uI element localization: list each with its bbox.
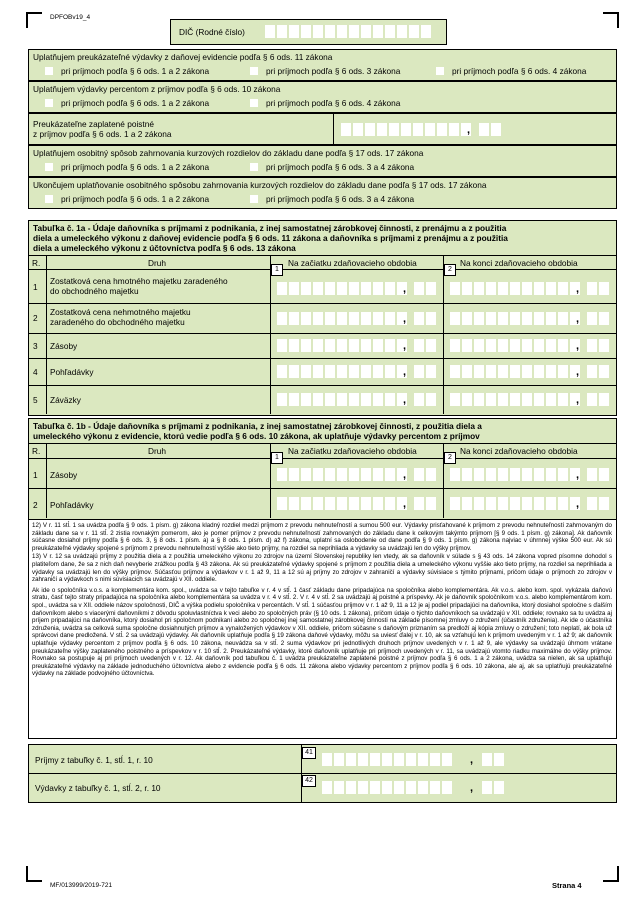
row41-num: 41 xyxy=(302,747,316,759)
col2-header: Na konci zdaňovacieho obdobia xyxy=(460,446,578,456)
row-num: 5 xyxy=(33,395,38,405)
row5-col1-input[interactable] xyxy=(277,393,407,406)
row41-label: Príjmy z tabuľky č. 1, stĺ. 1, r. 10 xyxy=(35,755,153,765)
decimal-comma: , xyxy=(403,340,407,352)
row2-col1-cents[interactable] xyxy=(414,312,436,325)
col-druh: Druh xyxy=(148,446,166,456)
option-label: pri príjmoch podľa § 6 ods. 3 zákona xyxy=(266,66,401,76)
checkbox-ukonc-1[interactable] xyxy=(45,195,53,203)
section-title: Uplatňujem osobitný spôsob zahrnovania kurzových rozdielov do základu dane podľa § 17 ods. 17 zákona xyxy=(33,148,424,158)
table-1a-title-3: diela a umeleckého výkonu z účtovníctva podľa § 6 ods. 13 zákona xyxy=(33,243,296,253)
decimal-comma: , xyxy=(467,124,471,136)
row-num: 1 xyxy=(33,470,38,480)
row-label: Zostatková cena hmotného majetku zaradeného xyxy=(50,276,228,286)
table-1b-title-2: umeleckého výkonu z evidencie, ktorú vedie podľa § 6 ods. 10 zákona, ak uplatňuje výdavky percentom z príjmov xyxy=(33,431,480,441)
col1-header: Na začiatku zdaňovacieho obdobia xyxy=(288,446,417,456)
rule xyxy=(28,303,616,304)
decimal-comma: , xyxy=(576,340,580,352)
note-12: 12) V r. 11 stĺ. 1 sa uvádza podľa § 9 ods. 1 písm. g) zákona kladný rozdiel medzi príjmom z prevodu nehnuteľností a sumou 500 eur. Výdavky prisťahované k príjmom z prevodu nehnuteľností zahrnovaným do základu dane sa v r. 11 stĺ. 2 zistia rovnakým pomerom, ako je pomer príjmov z prevodu nehnuteľností zahrnovaných do základu dane k celkovým takýmto príjmom [§ 9 ods. 1 písm. g) zákona]. Ak daňovník súčasne dosiahol príjmy podľa § 6 ods. 3, § 8 ods. 1 písm. a) a § 8 ods. 1 písm. d) až f) zákona, uplatní sa oslobodenie od dane podľa § 9 ods. 1 písm. g) zákona najviac v úhrnnej výške 500 eur. Ak sú preukázateľné výdavky spojené s príjmom z prevodu nehnuteľností vyššie ako tieto príjmy, na rozdiel sa neprihliada a výdavky sa uvádzajú len do výšky príjmov. xyxy=(32,522,612,552)
section-poistne xyxy=(28,113,617,145)
row4-col1-cents[interactable] xyxy=(414,365,436,378)
row42-num: 42 xyxy=(302,775,316,787)
footer-page: Strana 4 xyxy=(552,881,582,890)
row-label: do obchodného majetku xyxy=(50,286,139,296)
row42-label: Výdavky z tabuľky č. 1, stĺ. 2, r. 10 xyxy=(35,783,161,793)
col-r: R. xyxy=(32,446,41,456)
row2-col2-cents[interactable] xyxy=(587,312,609,325)
row-label: zaradeného do obchodného majetku xyxy=(50,317,185,327)
rule xyxy=(28,358,616,359)
checkbox-perc-2[interactable] xyxy=(250,99,258,107)
checkbox-preuk-3[interactable] xyxy=(436,67,444,75)
rule xyxy=(28,255,616,256)
t1b-row2-col2-cents[interactable] xyxy=(587,497,609,510)
decimal-comma: , xyxy=(470,782,474,794)
option-label: pri príjmoch podľa § 6 ods. 1 a 2 zákona xyxy=(61,194,210,204)
row4-col1-input[interactable] xyxy=(277,365,407,378)
decimal-comma: , xyxy=(403,498,407,510)
t1b-row1-col2-input[interactable] xyxy=(450,468,580,481)
section-ukoncujem-kurzove xyxy=(28,177,617,209)
row-num: 2 xyxy=(33,313,38,323)
checkbox-perc-1[interactable] xyxy=(45,99,53,107)
row-label: Zostatková cena nehmotného majetku xyxy=(50,307,191,317)
row1-col1-cents[interactable] xyxy=(414,282,436,295)
decimal-comma: , xyxy=(403,394,407,406)
section-title: Uplatňujem výdavky percentom z príjmov podľa § 6 ods. 10 zákona xyxy=(33,84,281,94)
row-num: 1 xyxy=(33,282,38,292)
t1b-row1-col1-cents[interactable] xyxy=(414,468,436,481)
row-label: Záväzky xyxy=(50,395,81,405)
col2-num: 2 xyxy=(444,264,456,276)
corner-mark-tl xyxy=(26,12,42,28)
col1-num: 1 xyxy=(271,452,283,464)
decimal-comma: , xyxy=(576,394,580,406)
option-label: pri príjmoch podľa § 6 ods. 3 a 4 zákona xyxy=(266,194,415,204)
divider xyxy=(333,114,334,144)
row-label: Zásoby xyxy=(50,341,78,351)
dic-label: DIČ (Rodné číslo) xyxy=(179,27,245,37)
note-spolocnik: Ak ide o spoločníka v.o.s. a komplementára kom. spol., uvádza sa v tejto tabuľke v r. 4 v stĺ. 1 časť základu dane pripadajúca na spoločníka alebo komplementára. Ak v.o.s. alebo kom. spol. vykázala daňovú stratu, časť tejto straty pripadajúca na spoločníka alebo komplementára sa uvádza v r. 4 v stĺ. 2. V r. 4 v stĺ. 2 sa uvádzajú aj poistné a príspevky. Ak je daňovník spoločníkom v.o.s. alebo komplementárom kom. spol., uvádza sa v XII. oddiele názov spoločnosti, DIČ a výška podielu spoločníka v percentách. V stĺ. 1 súčasťou príjmov v r. 1 až 9, 11 a 12 je aj podiel pripadajúci na daňovníka, ktorý dosiahol spoločne s ďalším daňovníkom alebo s viacerými daňovníkmi z dôvodu spoluvlastníctva k veci alebo zo spoločných práv (§ 10 ods. 1 zákona), pričom údaje o týchto daňovníkoch sa uvádzajú v XII. oddiele; rovnako sa tu uvádza aj príjem pripadajúci na daňovníka, ktorý dosiahol pri spoločnom podnikaní alebo zo spoločnej inej samostatnej zárobkovej činnosti na základe písomnej zmluvy o združení (účastník združenia). Ak ide o účastníka združenia, uvádza sa celková suma spoločne dosiahnutých príjmov a vynaložených výdavkov v XII. oddiele, pričom súčasne s daňovým priznaním sa predloží aj kópia zmluvy o združení; toto neplatí, ak bola už správcovi dane predložená. V stĺ. 2 sa uvádzajú výdavky. Ak daňovník uplatňuje podľa § 19 zákona daňové výdavky, môžu sa uviesť ďalej v r. 10, ak sa vzťahujú len k príjmom uvedeným v r. 1 až 9; ak daňovník uplatňuje výdavky percentom z príjmov podľa § 6 ods. 10 zákona, neuvádza sa v stĺ. 2 suma výdavkov pri jednotlivých druhoch príjmov uvedených v r. 1 až 9, ale výdavky sa uvádzajú úhrnom vrátane preukázateľne výšky zaplateného poistného a príspevkov v r. 10 stĺ. 2. Preukázateľné výdavky, ktoré daňovník uplatňuje pri príjmoch uvedených v r. 11, sa uvádzajú vtomto riadku maximálne do výšky príjmov. Rovnako sa postupuje aj pri príjmoch uvedených v r. 12. Ak daňovník pod tabuľkou č. 1 uvádza preukázateľne zaplatené poistné z príjmov podľa § 6 ods. 1 a 2 zákona, uvádza sa nielen, ak sa uplatňujú preukázateľné výdavky na základe jednoduchého účtovníctva alebo z evidencie podľa § 6 ods. 11 zákona alebo výdavky percentom z príjmov podľa § 6 ods. 10 zákona, ale aj, ak sa uplatňujú preukázateľné výdavky na základe podvojného účtovníctva. xyxy=(32,586,612,678)
decimal-comma: , xyxy=(576,313,580,325)
row-num: 3 xyxy=(33,341,38,351)
row1-col1-input[interactable] xyxy=(277,282,407,295)
row41-input[interactable] xyxy=(322,753,452,766)
section-kurzove-rozdiely xyxy=(28,145,617,177)
row5-col1-cents[interactable] xyxy=(414,393,436,406)
rule xyxy=(28,385,616,386)
rule xyxy=(28,458,616,459)
dic-box xyxy=(170,19,447,45)
t1b-row2-col1-input[interactable] xyxy=(277,497,407,510)
poistne-label-1: Preukázateľne zaplatené poistné xyxy=(33,119,154,129)
row4-col2-input[interactable] xyxy=(450,365,580,378)
form-code: DPFOBv19_4 xyxy=(50,14,91,21)
corner-mark-tr xyxy=(603,12,619,28)
rule xyxy=(28,443,616,444)
dic-input[interactable] xyxy=(265,25,431,38)
row3-col1-cents[interactable] xyxy=(414,339,436,352)
rule xyxy=(28,269,616,270)
rule xyxy=(270,255,271,414)
notes xyxy=(32,522,612,679)
col1-num: 1 xyxy=(271,264,283,276)
row-num: 4 xyxy=(33,367,38,377)
t1b-row2-col1-cents[interactable] xyxy=(414,497,436,510)
note-13: 13) V r. 12 sa uvádzajú príjmy z použitia diela a z použitia umeleckého výkonu zo zdrojov na území Slovenskej republiky len vtedy, ak sa daňovník v súlade s § 43 ods. 14 zákona vopred písomne dohodol s platiteľom dane, že sa z nich daň nevyberie zrážkou podľa § 43 zákona. Ak sú preukázateľné výdavky spojené s príjmom z použitia diela a umeleckého výkonu vyššie ako tieto príjmy, na rozdiel sa neprihliada a výdavky sa uvádzajú len do výšky príjmov. Súčasťou príjmov a výdavkov v r. 1 až 9, 11 a 12 sú aj príjmy zo zdrojov v zahraničí a výdavky súvisiace s týmito príjmami, pričom údaje o príjmoch zo zdrojov v zahraničí a výdavkoch s nimi súvisiacich sa uvádzajú v XII. oddiele. xyxy=(32,553,612,584)
row3-col1-input[interactable] xyxy=(277,339,407,352)
row-num: 2 xyxy=(33,500,38,510)
footer-form-id: MF/013999/2019-721 xyxy=(50,882,113,889)
row-label: Zásoby xyxy=(50,470,78,480)
rule xyxy=(28,488,616,489)
row5-col2-input[interactable] xyxy=(450,393,580,406)
decimal-comma: , xyxy=(576,283,580,295)
decimal-comma: , xyxy=(403,313,407,325)
row4-col2-cents[interactable] xyxy=(587,365,609,378)
t1b-row1-col1-input[interactable] xyxy=(277,468,407,481)
section-title: Uplatňujem preukázateľné výdavky z daňovej evidencie podľa § 6 ods. 11 zákona xyxy=(33,52,333,62)
option-label: pri príjmoch podľa § 6 ods. 4 zákona xyxy=(452,66,587,76)
col1-header: Na začiatku zdaňovacieho obdobia xyxy=(288,258,417,268)
poistne-input-cents[interactable] xyxy=(479,123,501,136)
rule xyxy=(46,443,47,518)
checkbox-preuk-2[interactable] xyxy=(250,67,258,75)
checkbox-ukonc-2[interactable] xyxy=(250,195,258,203)
rule xyxy=(46,255,47,414)
decimal-comma: , xyxy=(576,498,580,510)
checkbox-kurz-1[interactable] xyxy=(45,163,53,171)
row2-col2-input[interactable] xyxy=(450,312,580,325)
decimal-comma: , xyxy=(470,754,474,766)
decimal-comma: , xyxy=(403,283,407,295)
section-preukazatelne-vydavky xyxy=(28,49,617,81)
decimal-comma: , xyxy=(576,366,580,378)
corner-mark-br xyxy=(603,866,619,882)
row41-cents[interactable] xyxy=(482,753,504,766)
col-druh: Druh xyxy=(148,258,166,268)
t1b-row1-col2-cents[interactable] xyxy=(587,468,609,481)
poistne-input[interactable] xyxy=(341,123,471,136)
row5-col2-cents[interactable] xyxy=(587,393,609,406)
option-label: pri príjmoch podľa § 6 ods. 3 a 4 zákona xyxy=(266,162,415,172)
table-1b-title-1: Tabuľka č. 1b - Údaje daňovníka s príjmami z podnikania, z inej samostatnej zárobkovej činnosti, z použitia diela a xyxy=(33,421,482,431)
row2-col1-input[interactable] xyxy=(277,312,407,325)
checkbox-preuk-1[interactable] xyxy=(45,67,53,75)
row1-col2-input[interactable] xyxy=(450,282,580,295)
section-vydavky-percentom xyxy=(28,81,617,113)
rule xyxy=(29,773,616,774)
corner-mark-bl xyxy=(26,866,42,882)
decimal-comma: , xyxy=(576,469,580,481)
poistne-label-2: z príjmov podľa § 6 ods. 1 a 2 zákona xyxy=(33,129,172,139)
checkbox-kurz-2[interactable] xyxy=(250,163,258,171)
section-title: Ukončujem uplatňovanie osobitného spôsobu zahrnovania kurzových rozdielov do základu dane podľa § 17 ods. 17 zákona xyxy=(33,180,487,190)
rule xyxy=(443,255,444,414)
row1-col2-cents[interactable] xyxy=(587,282,609,295)
t1b-row2-col2-input[interactable] xyxy=(450,497,580,510)
option-label: pri príjmoch podľa § 6 ods. 1 a 2 zákona xyxy=(61,162,210,172)
decimal-comma: , xyxy=(403,366,407,378)
row3-col2-input[interactable] xyxy=(450,339,580,352)
table-1a-title-2: diela a umeleckého výkonu z daňovej evidencie podľa § 6 ods. 11 zákona a daňovníka s príjmami z prenájmu a z použitia xyxy=(33,233,508,243)
rule xyxy=(28,333,616,334)
row3-col2-cents[interactable] xyxy=(587,339,609,352)
option-label: pri príjmoch podľa § 6 ods. 4 zákona xyxy=(266,98,401,108)
row42-cents[interactable] xyxy=(482,781,504,794)
row42-input[interactable] xyxy=(322,781,452,794)
row-label: Pohľadávky xyxy=(50,367,94,377)
decimal-comma: , xyxy=(403,469,407,481)
col2-num: 2 xyxy=(444,452,456,464)
table-1a-title-1: Tabuľka č. 1a - Údaje daňovníka s príjmami z podnikania, z inej samostatnej zárobkovej činnosti, z prenájmu a z použitia xyxy=(33,223,507,233)
option-label: pri príjmoch podľa § 6 ods. 1 a 2 zákona xyxy=(61,98,210,108)
row-label: Pohľadávky xyxy=(50,500,94,510)
col-r: R. xyxy=(32,258,41,268)
option-label: pri príjmoch podľa § 6 ods. 1 a 2 zákona xyxy=(61,66,210,76)
col2-header: Na konci zdaňovacieho obdobia xyxy=(460,258,578,268)
